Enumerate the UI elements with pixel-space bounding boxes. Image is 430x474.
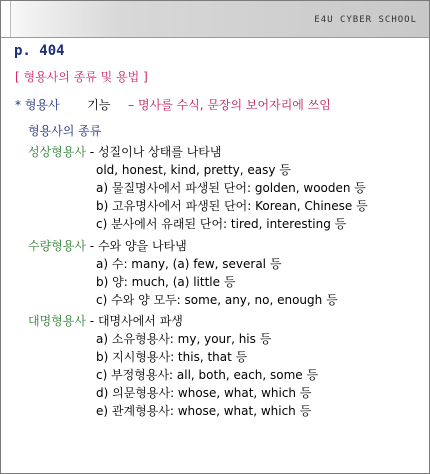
section-title: [ 형용사의 종류 및 용법 ] (15, 70, 148, 84)
example-line: e) 관계형용사: whose, what, which 등 (96, 404, 312, 418)
example-line: a) 물질명사에서 파생된 단어: golden, wooden 등 (96, 181, 366, 195)
kinds-heading: 형용사의 종류 (28, 124, 102, 138)
example-line: b) 지시형용사: this, that 등 (96, 350, 248, 364)
example-line: a) 수: many, (a) few, several 등 (96, 257, 282, 271)
page-number: p. 404 (14, 43, 65, 59)
brand-label: E4U CYBER SCHOOL (314, 15, 417, 25)
group-desc: - 성질이나 상태를 나타냄 (89, 145, 222, 159)
definition-text: 명사를 수식, 문장의 보어자리에 쓰임 (137, 98, 331, 112)
header-band (1, 1, 429, 37)
definition-dash: – (128, 98, 135, 112)
bullet-star: * (15, 98, 21, 112)
definition-term: 형용사 (24, 98, 60, 112)
group-desc: - 대명사에서 파생 (89, 314, 183, 328)
example-line: d) 의문형용사: whose, what, which 등 (96, 386, 312, 400)
group-name: 성상형용사 (28, 145, 86, 159)
group-desc: - 수와 양을 나타냄 (89, 239, 187, 253)
group-name: 대명형용사 (28, 314, 86, 328)
group-heading (28, 144, 222, 160)
group-name: 수량형용사 (28, 239, 86, 253)
group-heading (28, 313, 183, 329)
example-line: old, honest, kind, pretty, easy 등 (96, 163, 291, 177)
definition-line (15, 97, 331, 113)
group-heading (28, 238, 187, 254)
header-left-tab (1, 1, 11, 37)
example-line: c) 수와 양 모두: some, any, no, enough 등 (96, 293, 338, 307)
example-line: b) 고유명사에서 파생된 단어: Korean, Chinese 등 (96, 199, 368, 213)
example-line: c) 부정형용사: all, both, each, some 등 (96, 368, 319, 382)
definition-label: 기능 (87, 98, 111, 112)
example-line: c) 분사에서 유래된 단어: tired, interesting 등 (96, 217, 347, 231)
example-line: b) 양: much, (a) little 등 (96, 275, 236, 289)
header-divider (1, 37, 429, 38)
example-line: a) 소유형용사: my, your, his 등 (96, 332, 272, 346)
